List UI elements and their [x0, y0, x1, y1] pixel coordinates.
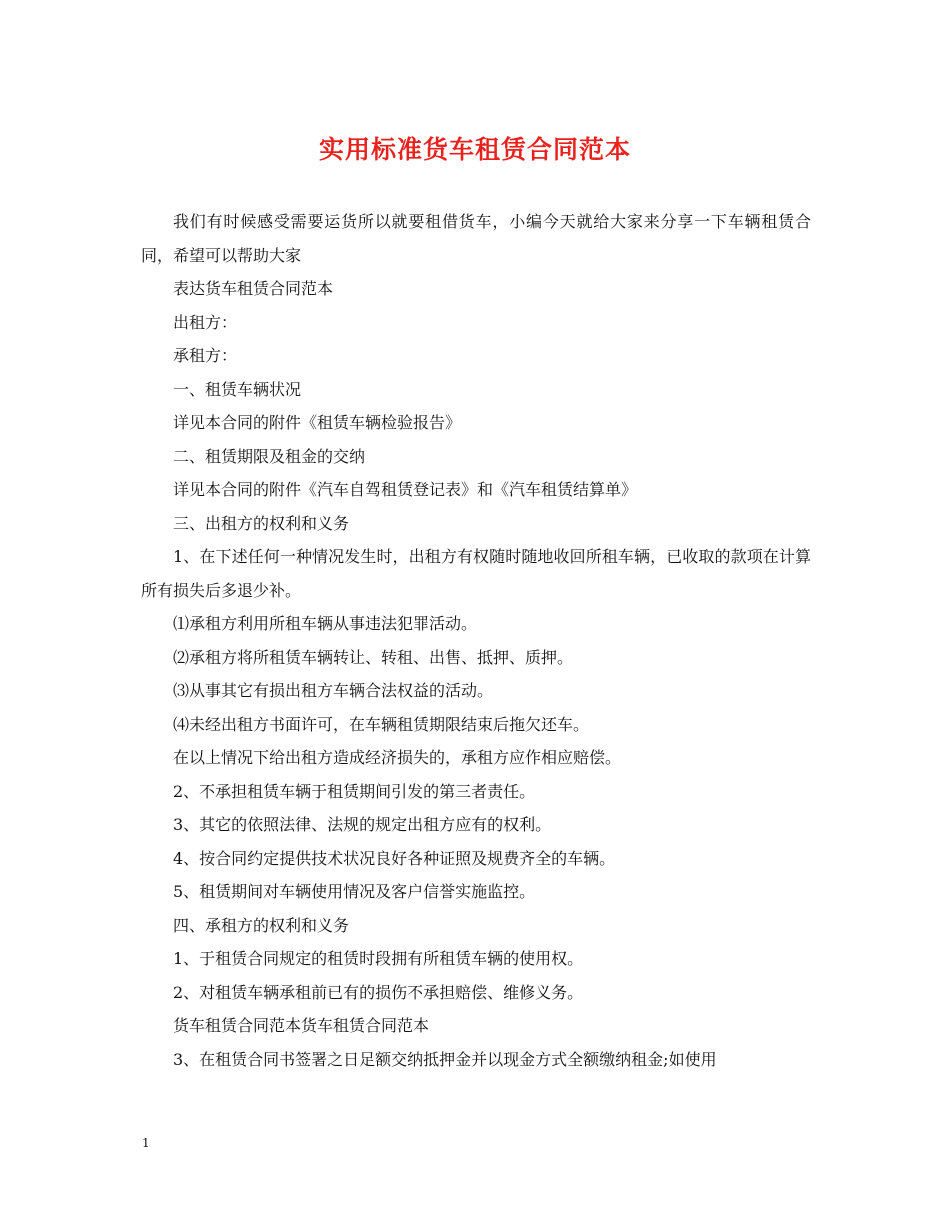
paragraph-lessee: 承租方：: [173, 346, 238, 365]
paragraph: 1、于租赁合同规定的租赁时段拥有所租赁车辆的使用权。: [173, 949, 584, 968]
paragraph: 1、在下述任何一种情况发生时，出租方有权随时随地收回所租车辆，已收取的款项在计算所有损失后多退少补。: [141, 547, 811, 600]
section-heading-4: 四、承租方的权利和义务: [173, 915, 350, 935]
page-number: 1: [142, 1136, 150, 1150]
paragraph-subtitle: 表达货车租赁合同范本: [173, 279, 334, 298]
paragraph: 详见本合同的附件《租赁车辆检验报告》: [173, 413, 462, 432]
list-item: ⑷未经出租方书面许可，在车辆租赁期限结束后拖欠还车。: [173, 714, 590, 734]
list-item: ⑶从事其它有损出租方车辆合法权益的活动。: [173, 681, 494, 700]
paragraph-intro: 我们有时候感受需要运货所以就要租借货车，小编今天就给大家来分享一下车辆租赁合同，希望可以帮助大家: [141, 212, 811, 265]
paragraph: 在以上情况下给出租方造成经济损失的，承租方应作相应赔偿。: [173, 748, 622, 767]
paragraph: 5、租赁期间对车辆使用情况及客户信誉实施监控。: [173, 882, 536, 901]
paragraph: 2、对租赁车辆承租前已有的损伤不承担赔偿、维修义务。: [173, 982, 584, 1002]
paragraph: 3、其它的依照法律、法规的规定出租方应有的权利。: [173, 815, 552, 834]
section-heading-2: 二、租赁期限及租金的交纳: [173, 446, 366, 466]
paragraph: 货车租赁合同范本货车租赁合同范本: [173, 1016, 430, 1035]
paragraph-lessor: 出租方：: [173, 312, 238, 332]
paragraph: 2、不承担租赁车辆于租赁期间引发的第三者责任。: [173, 781, 536, 801]
paragraph: 3、在租赁合同书签署之日足额交纳抵押金并以现金方式全额缴纳租金;如使用: [173, 1049, 717, 1069]
list-item: ⑴承租方利用所租车辆从事违法犯罪活动。: [173, 614, 478, 633]
document-body: [141, 205, 811, 1076]
list-item: ⑵承租方将所租赁车辆转让、转租、出售、抵押、质押。: [173, 647, 574, 667]
section-heading-1: 一、租赁车辆状况: [173, 379, 302, 399]
paragraph: 详见本合同的附件《汽车自驾租赁登记表》和《汽车租赁结算单》: [173, 480, 638, 499]
document-title: 实用标准货车租赁合同范本: [318, 135, 631, 164]
paragraph: 4、按合同约定提供技术状况良好各种证照及规费齐全的车辆。: [173, 848, 616, 868]
section-heading-3: 三、出租方的权利和义务: [173, 513, 350, 533]
